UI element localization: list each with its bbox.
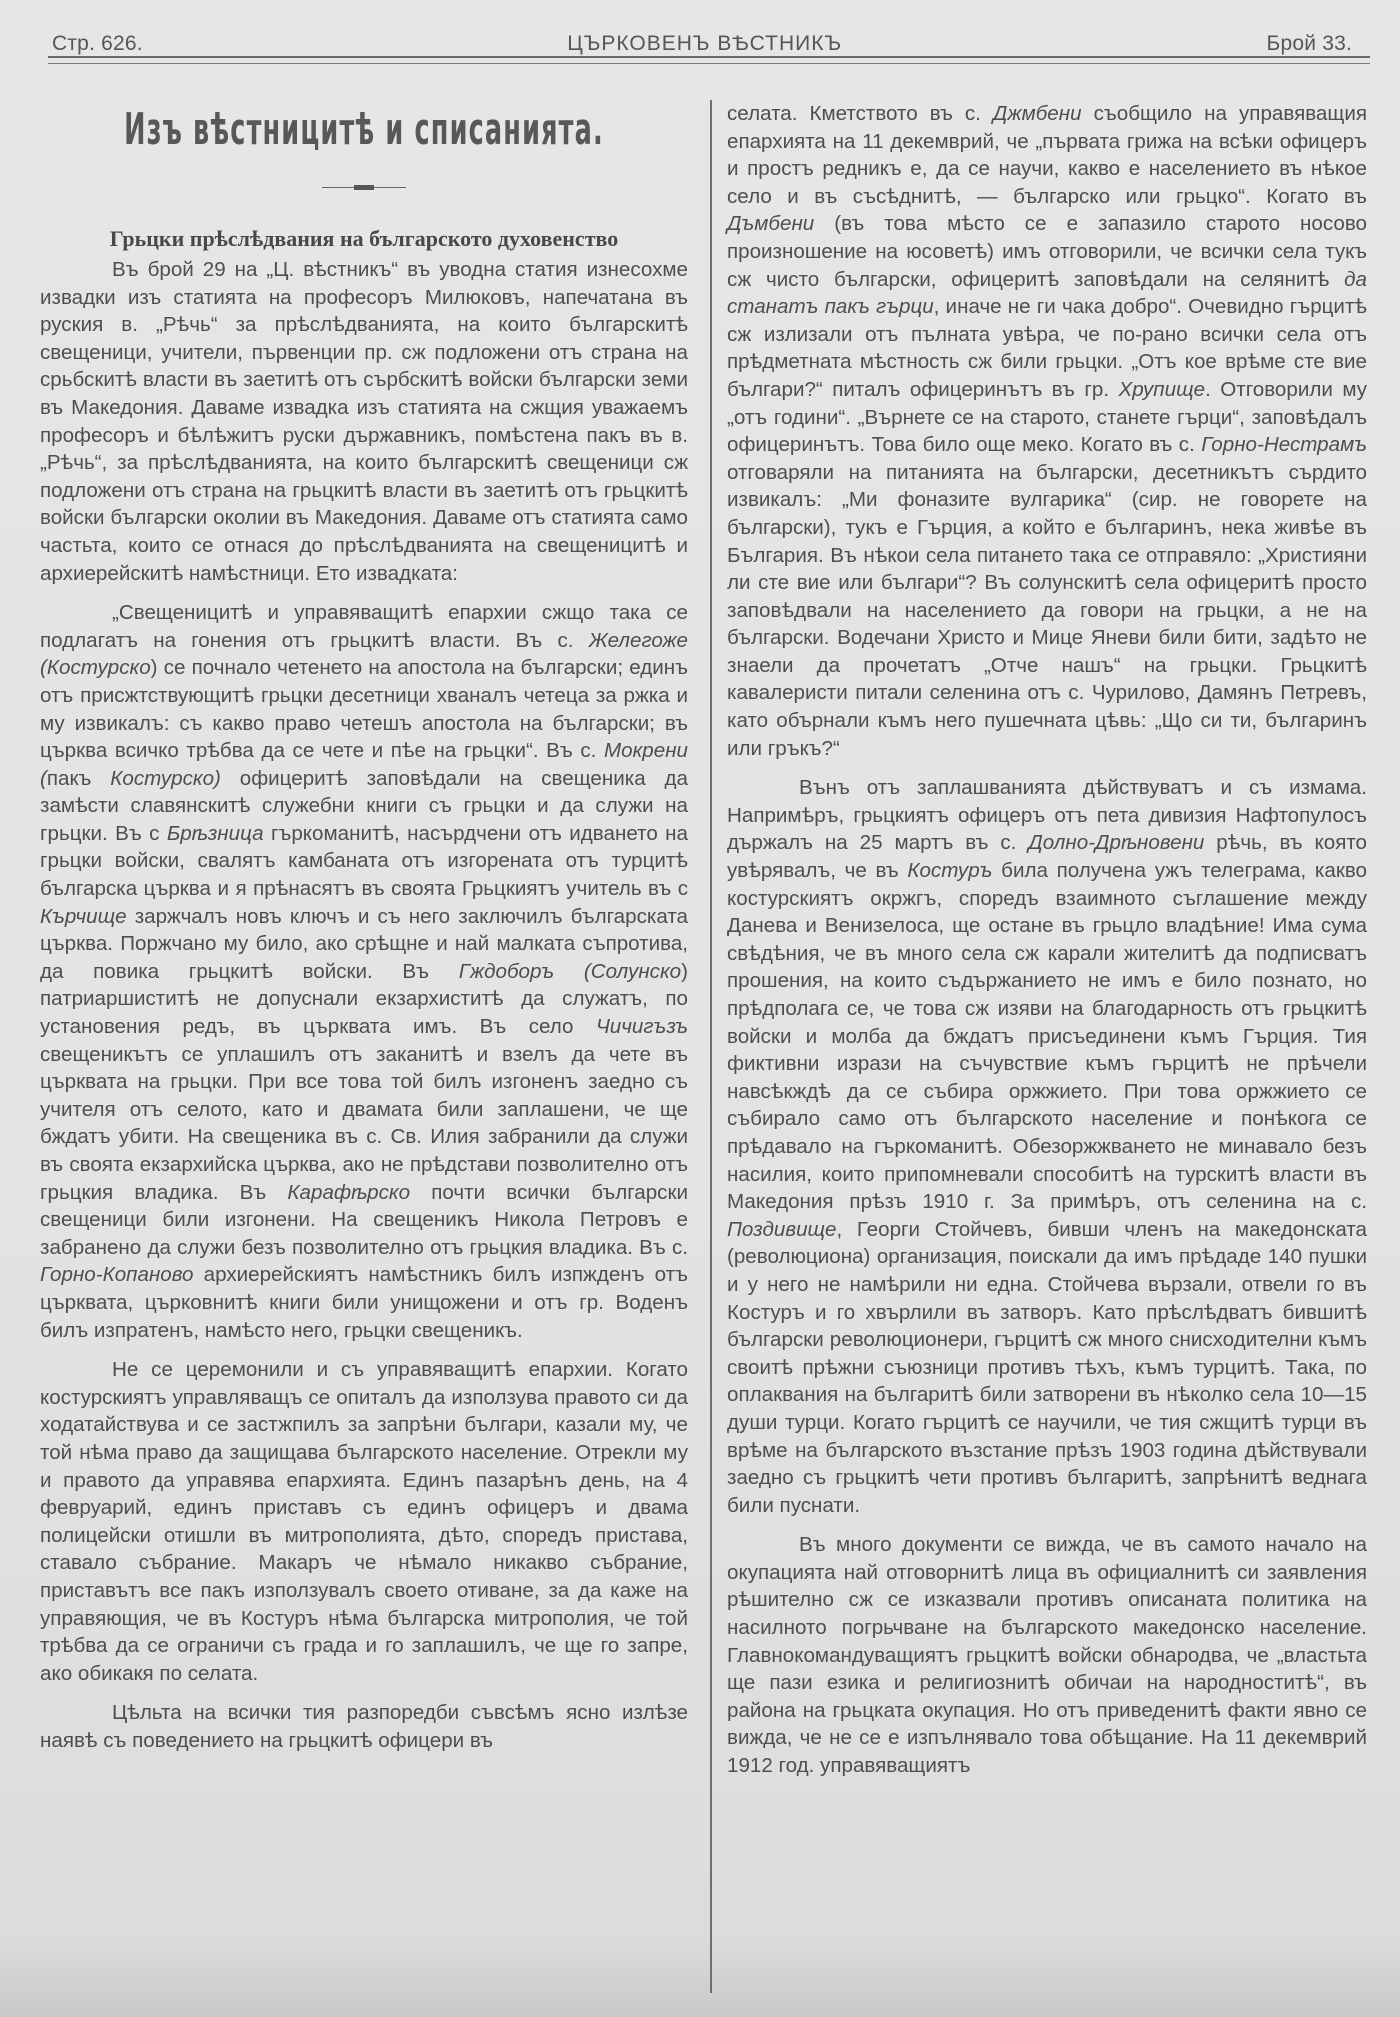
place-name-italic: Долно-Дрѣновени (1028, 831, 1205, 855)
text-run: . Отговорили му „отъ години“. „Върнете се на старото, станете гърци“, заповѣдалъ офицеринътъ. Това било още меко. Когато въ с. (727, 377, 1367, 457)
place-name-italic: Чичигъзъ (595, 1015, 688, 1039)
article-paragraph (40, 256, 688, 587)
column-divider (710, 100, 712, 1993)
text-run: пакъ (46, 766, 111, 790)
place-name-italic: Горно-Копаново (40, 1263, 194, 1287)
text-run: заржчалъ новъ ключъ и съ него заключилъ българската църква. Поржчано му било, ако срѣщне и най малката съпротива, да повика грьцкитѣ войски. Въ (40, 904, 688, 983)
place-name-italic: Гждоборъ (Солунско (458, 959, 682, 983)
text-run: Въ много документи се вижда, че въ самото начало на окупацията най отговорнитѣ лица въ официалнитѣ си заявления рѣшително сж се изказвали противъ описаната политика на насилното погрьчване на българското македонско население. Главнокомандуващиятъ грьцкитѣ войски обнародва, че „властьта ще пази езика и религиознитѣ обичаи на народноститѣ“, въ района на грьцката окупация. Но отъ приведенитѣ факти явно се вижда, че не се е изпълнявало това обѣщание. На 11 декемврий 1912 год. управяващиятъ (727, 1533, 1367, 1778)
place-name-italic: Горно-Нестрамъ (1201, 433, 1367, 457)
left-column (40, 100, 688, 1754)
article-paragraph (40, 1356, 688, 1687)
running-header (52, 22, 1352, 56)
place-name-italic: Кърчище (40, 904, 127, 928)
place-name-italic: Брѣзница (166, 821, 264, 845)
left-column-body (40, 256, 688, 1754)
article-paragraph (40, 599, 688, 1344)
text-run: свещеникътъ се уплашилъ отъ заканитѣ и взелъ да чете въ църквата на грьцки. При все това той билъ изгоненъ заедно съ учителя отъ селото, като и двамата били заплашени, че ще бждатъ убити. На свещеника въ с. Св. Илия забранили да служи въ своята екзархийска църква, ако не прѣдстави позволително отъ грьцкия владика. Въ (40, 1042, 688, 1204)
text-run: съобщило на управяващия епархията на 11 декемврий, че „първата грижа на всѣки офицеръ и простъ редникъ е, да се научи, какво е населението въ нѣкое село и въ съсѣднитѣ, — българско или грьцко“. Когато въ (727, 102, 1367, 208)
article-paragraph (40, 1699, 688, 1754)
publication-name: ЦЪРКОВЕНЪ ВѢСТНИКЪ (567, 32, 843, 55)
text-run: ) се почнало четенето на апостола на български; единъ отъ присжтствующитѣ грьцки десетници хваналъ четеца за ржка и му извикалъ: съ какво право четешъ апостола на български; въ църква всичко трѣбва да се чете и пѣе на грьцки“. Въ с. (40, 656, 688, 763)
text-run: Цѣльта на всички тия разпоредби съвсѣмъ ясно излѣзе наявѣ съ поведението на грьцкитѣ офицери въ (40, 1701, 688, 1752)
article-title: Грьцки прѣслѣдвания на българското духовенство (109, 226, 619, 251)
header-double-rule (48, 56, 1370, 64)
place-name-italic: Костуръ (907, 859, 993, 883)
text-run: архиерейскиятъ намѣстникъ билъ изпжденъ отъ църквата, църковнитѣ книги били унищожени и отъ гр. Воденъ билъ изпратенъ, намѣсто него, грьцки свещеникъ. (40, 1263, 688, 1342)
text-run: ) патриаршиститѣ не допуснали екзархиститѣ да служатъ, по установения редъ, въ църквата имъ. Въ село (40, 959, 688, 1039)
place-name-italic: Желегоже (Костурско (40, 628, 688, 680)
place-name-italic: Карафѣрско (287, 1180, 411, 1204)
article-paragraph (727, 774, 1367, 1519)
article-paragraph (727, 100, 1367, 762)
place-name-italic: Поздивище (727, 1217, 837, 1241)
text-run: „Свещеницитѣ и управяващитѣ епархии сжщо така се подлагатъ на гонения отъ грьцкитѣ власти. Въ с. (40, 601, 688, 652)
place-name-italic: Хрупище (1118, 377, 1206, 401)
place-name-italic: Костурско) (110, 766, 221, 790)
right-column (727, 100, 1367, 1780)
text-run: , иначе не ги чака добро“. Очевидно гърцитѣ сж излизали отъ пълната увѣра, че по-рано всички села отъ прѣдметната мѣстность сж били грьцки. „Отъ кое врѣме сте вие българи?“ питалъ офицеринътъ въ гр. (727, 295, 1367, 401)
text-run: била получена ужъ телеграма, какво костурскиятъ окржгъ, споредъ взаимното съглашение между Данева и Венизелоса, ще остане въ грьцло владѣние! Има сума свѣдѣния, че въ много села сж карали жителитѣ да подписватъ прошения, на които съдържанието не имъ е било познато, но прѣдполага се, че това сж изяви на благодарность отъ грьцкитѣ войски и молба да бждатъ присъединени къмъ Гърция. Тия фиктивни изрази на съчувствие къмъ гърцитѣ не прѣчели навсѣкждѣ да се събира оржжието. При това оржжието се събирало само отъ българското население и понѣкога се прѣдавало на гъркоманитѣ. Обезоржжването не минавало безъ насилия, които припомневали способитѣ на турскитѣ власти въ Македония прѣзъ 1910 г. За примѣръ, отъ селенина на с. (727, 859, 1367, 1214)
page-number: Стр. 626. (52, 32, 143, 55)
text-run: селата. Кметството въ с. (727, 102, 993, 125)
text-run: Въ брой 29 на „Ц. вѣстникъ“ въ уводна статия изнесохме извадки изъ статията на професоръ Милюковъ, напечатана въ руския в. „Рѣчь“ за прѣслѣдванията, на които българскитѣ свещеници, учители, първенции пр. сж подложени отъ страна на срьбскитѣ власти въ заетитѣ отъ сърбскитѣ войски български земи въ Македония. Даваме извадка изъ статията на сжщия уважаемъ професоръ и бѣлѣжитъ руски държавникъ, помѣстена пакъ въ в. „Рѣчь“, за прѣслѣдванията, на които българскитѣ свещеници сж подложени отъ страна на грьцкитѣ власти въ заетитѣ отъ грьцкитѣ войски български околии въ Македония. Даваме отъ статията само частьта, които се отнася до прѣслѣдванията на свещеницитѣ и архиерейскитѣ намѣстници. Ето извадката: (40, 258, 688, 585)
text-run: (въ това мѣсто се е запазило старото носово произношение на юсоветѣ) имъ отговорили, че всички села тукъ сж чисто български, офицеритѣ заповѣдали на селянитѣ (727, 212, 1367, 291)
text-run: почти всички български свещеници били изгонени. На свещеникъ Никола Петровъ е забранено да служи безъ позволително отъ грьцкия владика. Въ с. (40, 1180, 688, 1259)
text-run: Не се церемонили и съ управяващитѣ епархии. Когато костурскиятъ управляващъ се опиталъ да използува правото си да ходатайствува и се застжпилъ за запрѣни българи, казали му, че той нѣма право да защищава българското население. Отрекли му и правото да управява епархията. Единъ пазарѣнъ день, на 4 февруарий, единъ приставъ съ единъ офицеръ и двама полицейски отишли въ митрополията, дѣто, споредъ пристава, ставало събрание. Макаръ че нѣмало никакво събрание, приставътъ все пакъ използувалъ своето отиване, за да каже на управяющия, че въ Костуръ нѣма българска митрополия, че той трѣбва да се ограничи съ града и го заплашилъ, че ще го запре, ако обикакя по селата. (40, 1358, 688, 1685)
place-name-italic: Джмбени (992, 102, 1082, 125)
text-run: , Георги Стойчевъ, бивши членъ на македонската (революциона) организация, поискали да имъ прѣдаде 140 пушки и у него не намѣрили ни една. Стойчева вързали, отвели го въ Костуръ и го хвърлили въ затворъ. Като прѣслѣдватъ бившитѣ български революционери, гърцитѣ сж много снисходителни къмъ своитѣ прѣжни съюзници противъ тѣхъ, къмъ турцитѣ. Така, по оплаквания на българитѣ били затворени въ нѣколко села 10—15 души турци. Когато гърцитѣ се научили, че тия сжщитѣ турци въ врѣме на българското възстание прѣзъ 1903 година дѣйствували заедно съ грьцкитѣ чети противъ българитѣ, запрѣнитѣ веднага били пуснати. (727, 1217, 1367, 1517)
issue-number: Брой 33. (1266, 32, 1352, 55)
text-run: отговаряли на питанията на български, десетникътъ сърдито извикалъ: „Ми фоназите вулгарика“ (сир. не говорете на български), тукъ е Гърция, а който е българинъ, нека живѣе въ България. Въ нѣкои села питането така се отправяло: „Християни ли сте вие или българи“? Въ солунскитѣ села офицеритѣ просто заповѣдвали на населението да говори на грьцки, а не на български. Водечани Христо и Мице Яневи били бити, задѣто не знаели да прочетатъ „Отче нашъ“ на грьцки. Грьцкитѣ кавалеристи питали селенина отъ с. Чурилово, Дамянъ Петревъ, като обърнали къмъ него пушечната цѣвь: „Що си ти, българинъ или гръкъ?“ (727, 460, 1367, 760)
article-paragraph (727, 1531, 1367, 1779)
text-run: офицеритѣ заповѣдали на свещеника да замѣсти славянскитѣ служебни книги съ грьцки и да служи на грьцки. Въ с (40, 766, 688, 845)
ornament-divider (322, 184, 406, 190)
place-name-italic: да станатъ пакъ гърци (727, 267, 1367, 319)
text-run: рѣчь, въ която увѣрявалъ, че въ (727, 831, 1367, 883)
right-column-body (727, 100, 1367, 1780)
place-name-italic: Мокрени ( (40, 739, 688, 790)
place-name-italic: Дъмбени (727, 212, 815, 236)
section-title: Изъ вѣстницитѣ и списанията. (124, 104, 604, 155)
text-run: Вънъ отъ заплашванията дѣйствуватъ и съ измама. Напримѣръ, грьцкиятъ офицеръ отъ пета дивизия Нафтопулосъ държалъ на 25 мартъ въ с. (727, 776, 1367, 855)
text-run: гъркоманитѣ, насърдчени отъ идването на грьцки войски, свалятъ камбаната отъ изгорената отъ турцитѣ българска църква и я прѣнасятъ въ своята Грьцкиятъ учитель въ с (40, 821, 688, 901)
